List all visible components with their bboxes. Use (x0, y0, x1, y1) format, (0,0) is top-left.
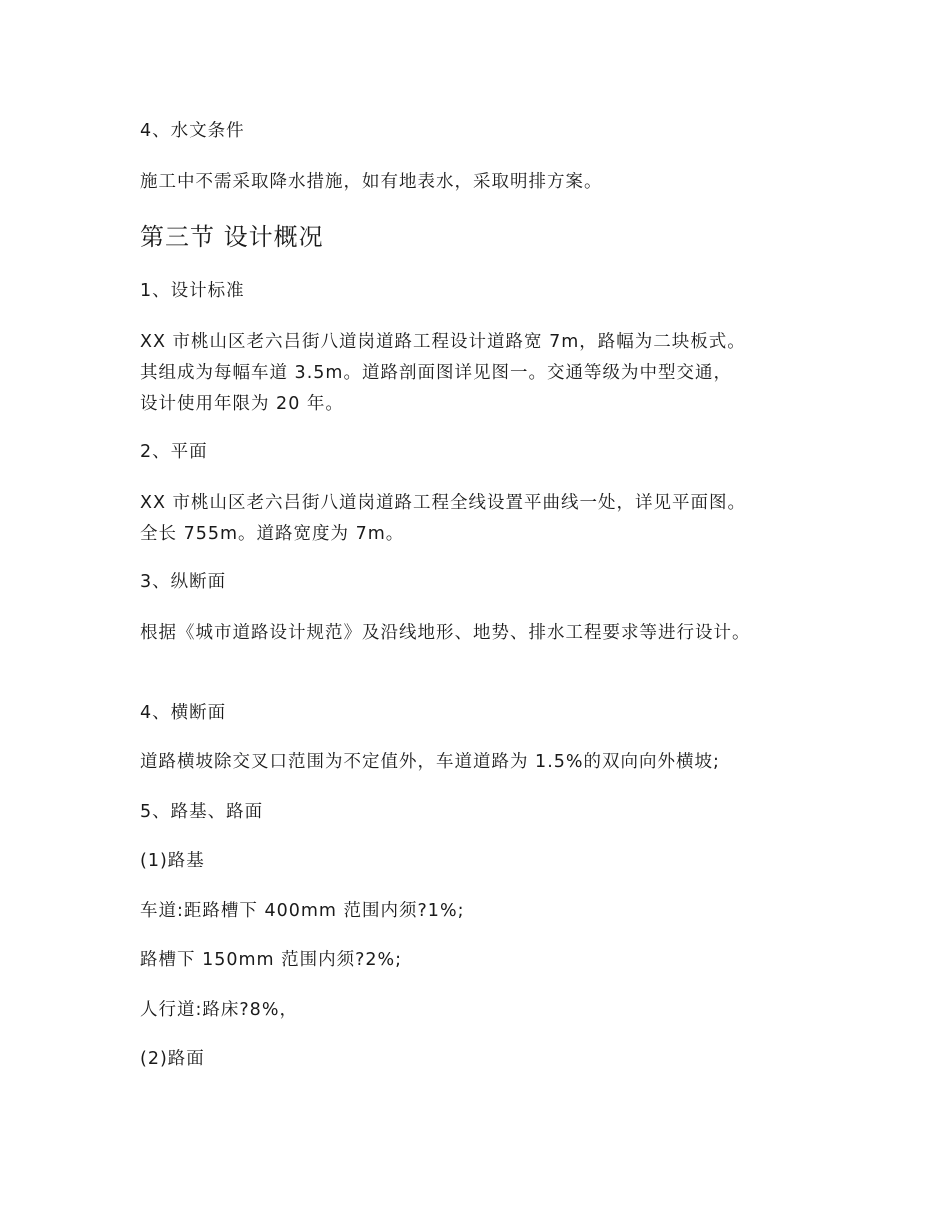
paragraph-hydrology: 施工中不需采取降水措施，如有地表水，采取明排方案。 (140, 172, 603, 192)
subheading-subgrade-pavement: 5、路基、路面 (140, 802, 264, 822)
section-heading: 第三节 设计概况 (140, 223, 324, 251)
subheading-subgrade: (1)路基 (140, 851, 205, 871)
paragraph-roadway: 车道:距路槽下 400mm 范围内须?1%; (140, 901, 465, 921)
subheading-plan: 2、平面 (140, 442, 208, 462)
paragraph-plan-line-2: 全长 755m。道路宽度为 7m。 (140, 524, 405, 544)
paragraph-cross-section: 道路横坡除交叉口范围为不定值外，车道道路为 1.5%的双向向外横坡; (140, 752, 720, 772)
paragraph-sidewalk: 人行道:路床?8%， (140, 1000, 298, 1020)
paragraph-design-standard-line-1: XX 市桃山区老六吕街八道岗道路工程设计道路宽 7m，路幅为二块板式。 (140, 332, 746, 352)
subheading-cross-section: 4、横断面 (140, 703, 227, 723)
paragraph-design-standard-line-3: 设计使用年限为 20 年。 (140, 394, 344, 414)
paragraph-trough: 路槽下 150mm 范围内须?2%; (140, 950, 403, 970)
subheading-pavement: (2)路面 (140, 1049, 205, 1069)
subheading-hydrology: 4、水文条件 (140, 121, 245, 141)
subheading-design-standard: 1、设计标准 (140, 281, 245, 301)
paragraph-design-standard-line-2: 其组成为每幅车道 3.5m。道路剖面图详见图一。交通等级为中型交通， (140, 363, 732, 383)
paragraph-plan-line-1: XX 市桃山区老六吕街八道岗道路工程全线设置平曲线一处，详见平面图。 (140, 493, 747, 513)
subheading-longitudinal-section: 3、纵断面 (140, 572, 227, 592)
paragraph-longitudinal-section: 根据《城市道路设计规范》及沿线地形、地势、排水工程要求等进行设计。 (140, 623, 751, 643)
